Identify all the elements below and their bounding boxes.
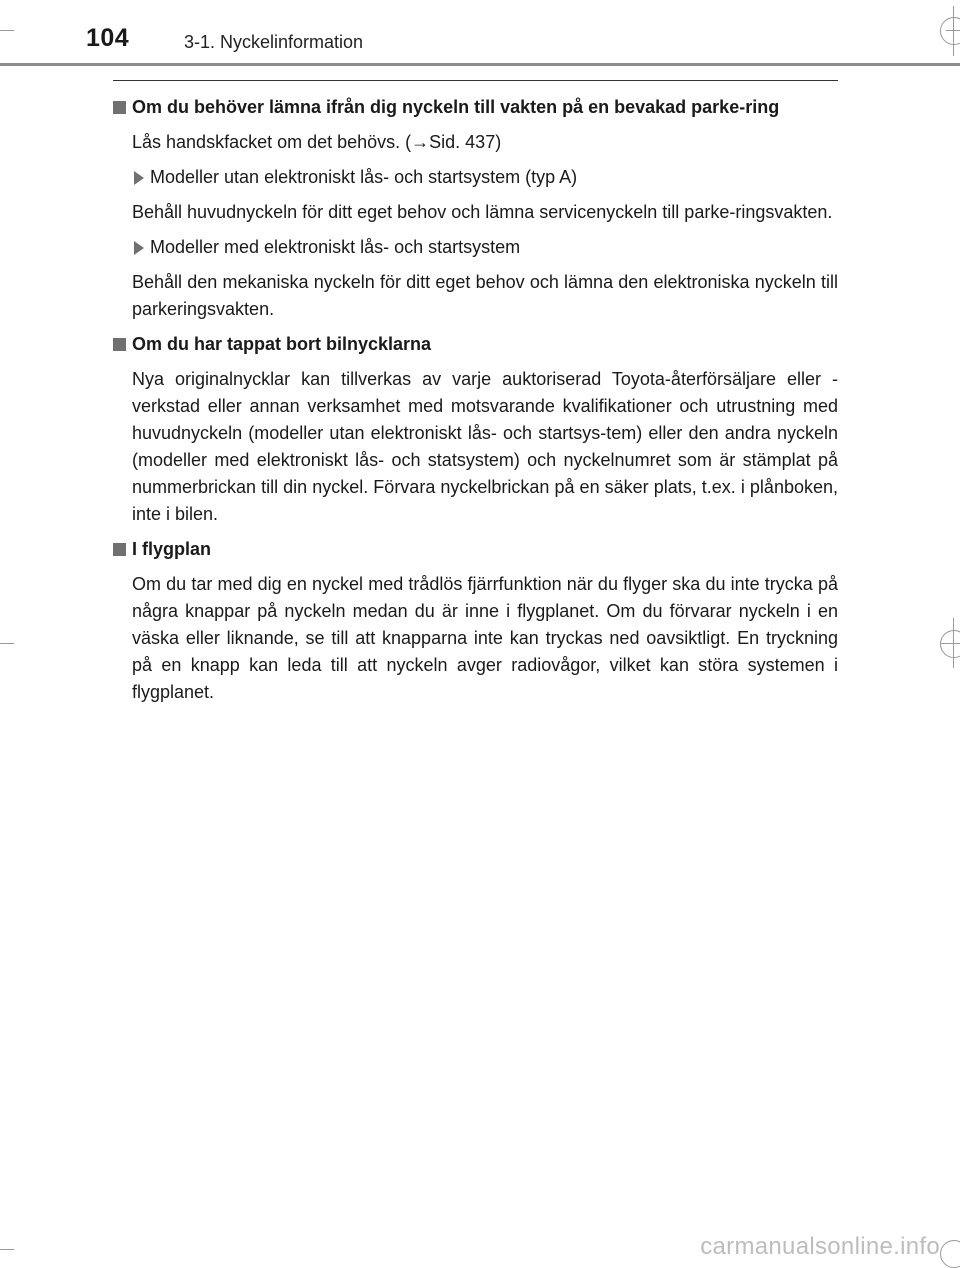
content-area bbox=[113, 94, 838, 714]
paragraph: Behåll den mekaniska nyckeln för ditt eget behov och lämna den elektroniska nyckeln till parkeringsvakten. bbox=[132, 272, 838, 319]
paragraph: Lås handskfacket om det behövs. (→Sid. 437) bbox=[132, 132, 502, 152]
heading-text: Om du behöver lämna ifrån dig nyckeln till vakten på en bevakad parke-ring bbox=[132, 97, 780, 117]
paragraph: Nya originalnycklar kan tillverkas av varje auktoriserad Toyota-återförsäljare eller -verkstad eller annan verksamhet med motsvarande kvalifikationer och utrustning med huvudnyckeln (modeller utan elektroniskt lås- och startsys-tem) eller den andra nyckeln (modeller med elektroniskt lås- och statsystem) och nyckelnumret som är stämplat på nummerbrickan till din nyckel. Förvara nyckelbrickan på en säker plats, t.ex. i plånboken, inte i bilen. bbox=[132, 369, 838, 524]
crop-mark bbox=[0, 643, 14, 644]
subsection-title-text: Modeller med elektroniskt lås- och startsystem bbox=[150, 237, 521, 257]
crop-mark bbox=[0, 1249, 14, 1250]
subsection-title-text: Modeller utan elektroniskt lås- och startsystem (typ A) bbox=[150, 167, 578, 187]
triangle-bullet-icon bbox=[134, 241, 144, 255]
content-divider bbox=[113, 80, 838, 81]
section-heading bbox=[113, 94, 838, 121]
section-heading bbox=[113, 536, 838, 563]
registration-mark bbox=[940, 17, 960, 45]
square-bullet-icon bbox=[113, 338, 126, 351]
crop-mark bbox=[940, 643, 960, 644]
square-bullet-icon bbox=[113, 101, 126, 114]
section-heading bbox=[113, 331, 838, 358]
crop-mark bbox=[0, 30, 14, 31]
crop-mark bbox=[953, 6, 954, 56]
heading-text: Om du har tappat bort bilnycklarna bbox=[132, 334, 432, 354]
subsection-title bbox=[132, 234, 838, 261]
paragraph: Om du tar med dig en nyckel med trådlös fjärrfunktion när du flyger ska du inte trycka på några knappar på nyckeln medan du är inne i flygplanet. Om du förvarar nyckeln i en väska eller liknande, se till att knapparna inte kan tryckas ned oavsiktligt. En tryckning på en knapp kan leda till att nyckeln avger radiovågor, vilket kan störa systemen i flygplanet. bbox=[132, 574, 838, 702]
section-title: 3-1. Nyckelinformation bbox=[184, 32, 364, 52]
triangle-bullet-icon bbox=[134, 171, 144, 185]
page-number: 104 bbox=[86, 24, 130, 52]
subsection-title bbox=[132, 164, 838, 191]
registration-mark bbox=[940, 630, 960, 658]
heading-text: I flygplan bbox=[132, 539, 212, 559]
square-bullet-icon bbox=[113, 543, 126, 556]
paragraph: Behåll huvudnyckeln för ditt eget behov och lämna servicenyckeln till parke-ringsvakten. bbox=[132, 202, 833, 222]
watermark: carmanualsonline.info bbox=[700, 1233, 940, 1260]
header-divider bbox=[0, 63, 960, 66]
registration-mark bbox=[940, 1240, 960, 1268]
